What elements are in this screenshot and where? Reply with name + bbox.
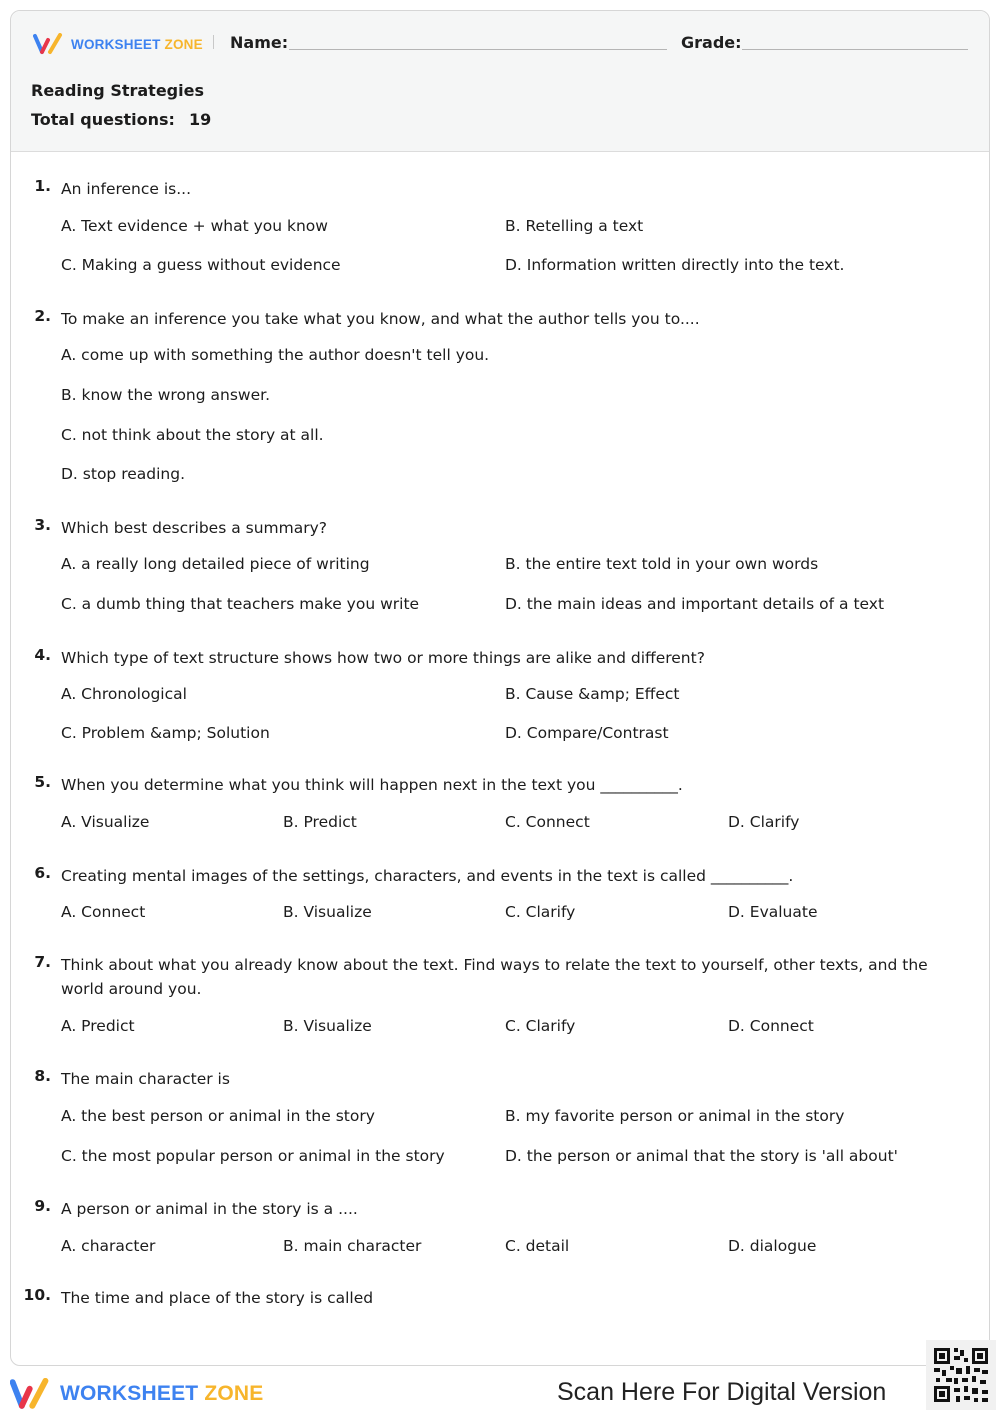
option-d[interactable]: D. Compare/Contrast <box>505 724 669 742</box>
worksheet-page: WORKSHEET ZONE Name: Grade: Reading Strategies Total questions: 19 1. An inference is... A. Text evidence + what you know B. Retelling a text C. Making a guess without evidence D. Information written directly into the text. 2. To make an inference you take what you know, and what the author tells you to.... A. come up with something the author doesn't tell you. B. know the wrong answer. C. not think about the story at all. D. stop reading. 3. Which best describes a summary? A. a really long detailed piece of writing B. the entire text told in your own words C. a dumb thing that teachers make you write D. the main ideas and important details of a text 4. Which type of text structure shows how two or more things are alike and different? A. Chronological B. Cause &amp; Effect C. Problem &amp; Solution D. Compare/Contrast 5. When you determine what you think will happen next in the text you __________. A. Visualize B. Predict C. Connect D. Clarify 6. Creating mental images of the settings, characters, and events in the text is called __________. A. Connect B. Visualize C. Clarify D. Evaluate 7. Think about what you already know about the text. Find ways to relate the text to yourself, other texts, and the world around you. A. Predict B. Visualize C. Clarify D. Connect 8. The main character is A. the best person or animal in the story B. my favorite person or animal in the story C. the most popular person or animal in the story D. the person or animal that the story is 'all about' 9. A person or animal in the story is a .... A. character B. main character C. detail D. dialogue 10. The time and place of the story is called <box>10 10 990 1366</box>
option-d[interactable]: D. the person or animal that the story is 'all about' <box>505 1147 898 1165</box>
option-c[interactable]: C. Connect <box>505 813 590 831</box>
option-b[interactable]: B. Visualize <box>283 1017 372 1035</box>
option-d[interactable]: D. the main ideas and important details of a text <box>505 595 885 613</box>
worksheet-header <box>11 11 989 152</box>
option-a[interactable]: A. the best person or animal in the story <box>61 1107 375 1125</box>
name-field[interactable] <box>289 49 667 50</box>
grade-label: Grade: <box>681 33 742 52</box>
worksheetzone-logo-icon <box>33 33 65 55</box>
option-d[interactable]: D. stop reading. <box>61 465 185 483</box>
option-a[interactable]: A. Chronological <box>61 685 187 703</box>
option-a[interactable]: A. Text evidence + what you know <box>61 217 328 235</box>
option-c[interactable]: C. Clarify <box>505 1017 576 1035</box>
option-a[interactable]: A. character <box>61 1237 156 1255</box>
option-b[interactable]: B. Predict <box>283 813 357 831</box>
name-label: Name: <box>230 33 289 52</box>
option-b[interactable]: B. know the wrong answer. <box>61 386 271 404</box>
option-d[interactable]: D. Information written directly into the text. <box>505 256 845 274</box>
footer-brand-logo <box>10 1378 264 1410</box>
worksheet-title: Reading Strategies <box>31 81 204 100</box>
option-b[interactable]: B. Retelling a text <box>505 217 644 235</box>
option-c[interactable]: C. Making a guess without evidence <box>61 256 341 274</box>
scan-instruction: Scan Here For Digital Version <box>557 1378 887 1406</box>
option-a[interactable]: A. a really long detailed piece of writing <box>61 555 370 573</box>
option-d[interactable]: D. dialogue <box>728 1237 817 1255</box>
option-c[interactable]: C. Clarify <box>505 903 576 921</box>
option-a[interactable]: A. come up with something the author doesn't tell you. <box>61 346 490 364</box>
option-b[interactable]: B. Visualize <box>283 903 372 921</box>
option-c[interactable]: C. a dumb thing that teachers make you write <box>61 595 420 613</box>
option-b[interactable]: B. the entire text told in your own words <box>505 555 819 573</box>
header-divider <box>213 35 214 49</box>
brand-name: WORKSHEET ZONE <box>71 36 203 52</box>
option-b[interactable]: B. main character <box>283 1237 422 1255</box>
option-d[interactable]: D. Evaluate <box>728 903 818 921</box>
option-c[interactable]: C. Problem &amp; Solution <box>61 724 270 742</box>
option-d[interactable]: D. Connect <box>728 1017 814 1035</box>
footer-brand-name: WORKSHEET ZONE <box>60 1382 264 1405</box>
option-b[interactable]: B. Cause &amp; Effect <box>505 685 680 703</box>
option-a[interactable]: A. Visualize <box>61 813 150 831</box>
brand-logo <box>33 33 203 55</box>
option-a[interactable]: A. Connect <box>61 903 146 921</box>
option-a[interactable]: A. Predict <box>61 1017 135 1035</box>
option-c[interactable]: C. the most popular person or animal in the story <box>61 1147 445 1165</box>
worksheetzone-logo-icon <box>10 1378 52 1410</box>
option-c[interactable]: C. detail <box>505 1237 570 1255</box>
qr-code-icon[interactable] <box>926 1340 996 1410</box>
grade-field[interactable] <box>742 49 968 50</box>
option-b[interactable]: B. my favorite person or animal in the story <box>505 1107 845 1125</box>
option-d[interactable]: D. Clarify <box>728 813 800 831</box>
option-c[interactable]: C. not think about the story at all. <box>61 426 324 444</box>
total-questions: Total questions: 19 <box>31 110 212 129</box>
